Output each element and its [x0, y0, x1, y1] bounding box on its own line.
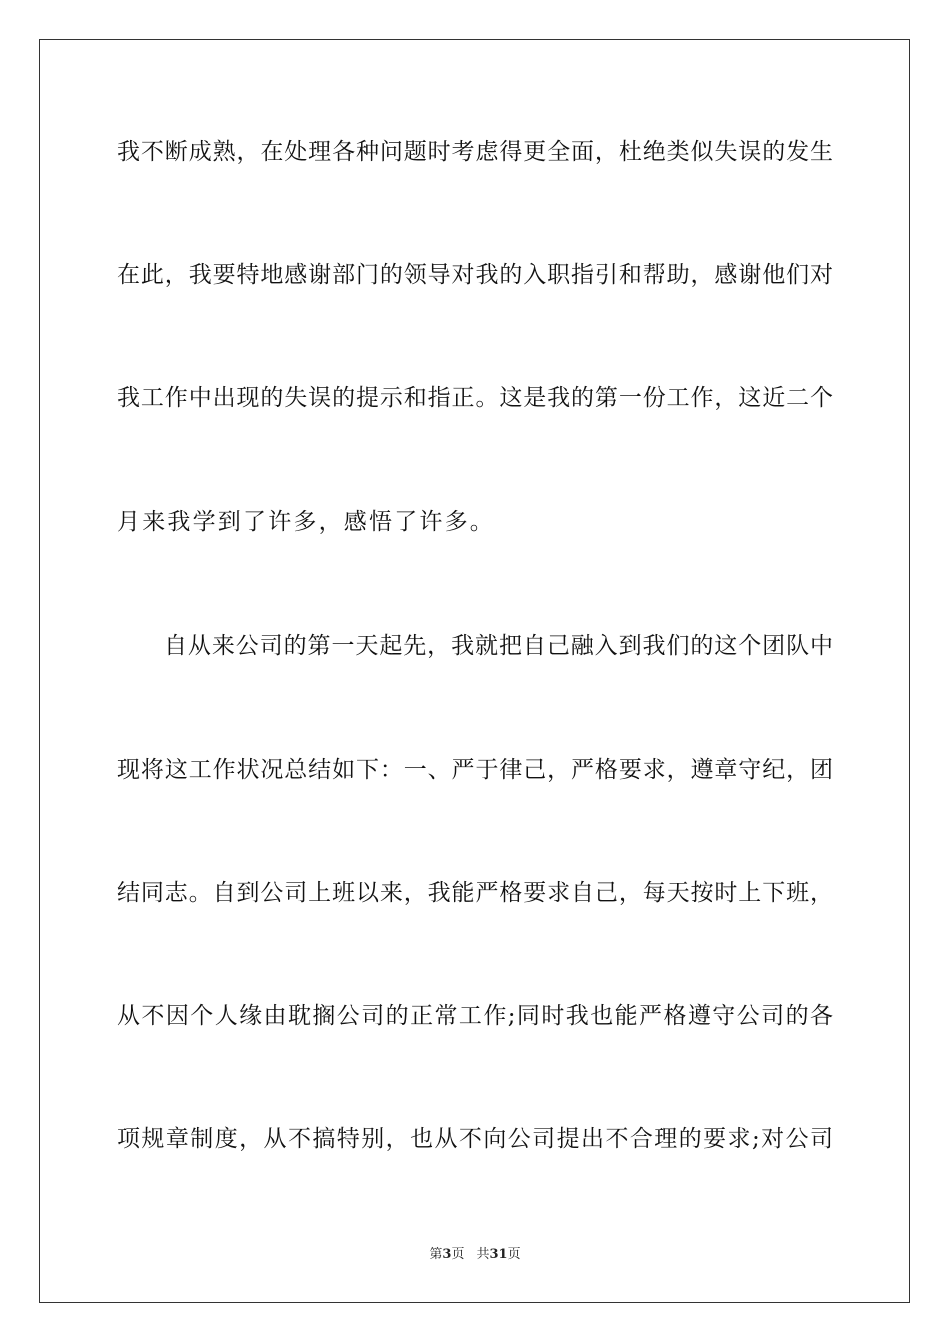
footer-total-prefix: 共: [476, 1247, 490, 1262]
body-line-4: 月来我学到了许多，感悟了许多。: [117, 509, 495, 535]
footer-page-number: 3: [442, 1247, 452, 1262]
page-footer: [0, 1246, 950, 1264]
footer-page-prefix: 第: [429, 1247, 443, 1262]
footer-page-suffix: 页: [451, 1247, 465, 1262]
footer-total-suffix: 页: [507, 1247, 521, 1262]
body-line-7: 结同志。自到公司上班以来，我能严格要求自己，每天按时上下班，: [117, 880, 833, 906]
body-line-9: 项规章制度，从不搞特别，也从不向公司提出不合理的要求;对公司: [117, 1126, 833, 1152]
body-line-1: 我不断成熟，在处理各种问题时考虑得更全面，杜绝类似失误的发生: [117, 139, 833, 165]
body-line-2: 在此，我要特地感谢部门的领导对我的入职指引和帮助，感谢他们对: [117, 262, 833, 288]
body-line-6: 现将这工作状况总结如下：一、严于律己，严格要求，遵章守纪，团: [117, 757, 833, 783]
body-line-3: 我工作中出现的失误的提示和指正。这是我的第一份工作，这近二个: [117, 385, 833, 411]
body-line-5: 自从来公司的第一天起先，我就把自己融入到我们的这个团队中: [164, 633, 833, 659]
page-border: [39, 39, 910, 1303]
footer-total-number: 31: [489, 1247, 508, 1262]
body-line-8: 从不因个人缘由耽搁公司的正常工作;同时我也能严格遵守公司的各: [117, 1003, 833, 1029]
